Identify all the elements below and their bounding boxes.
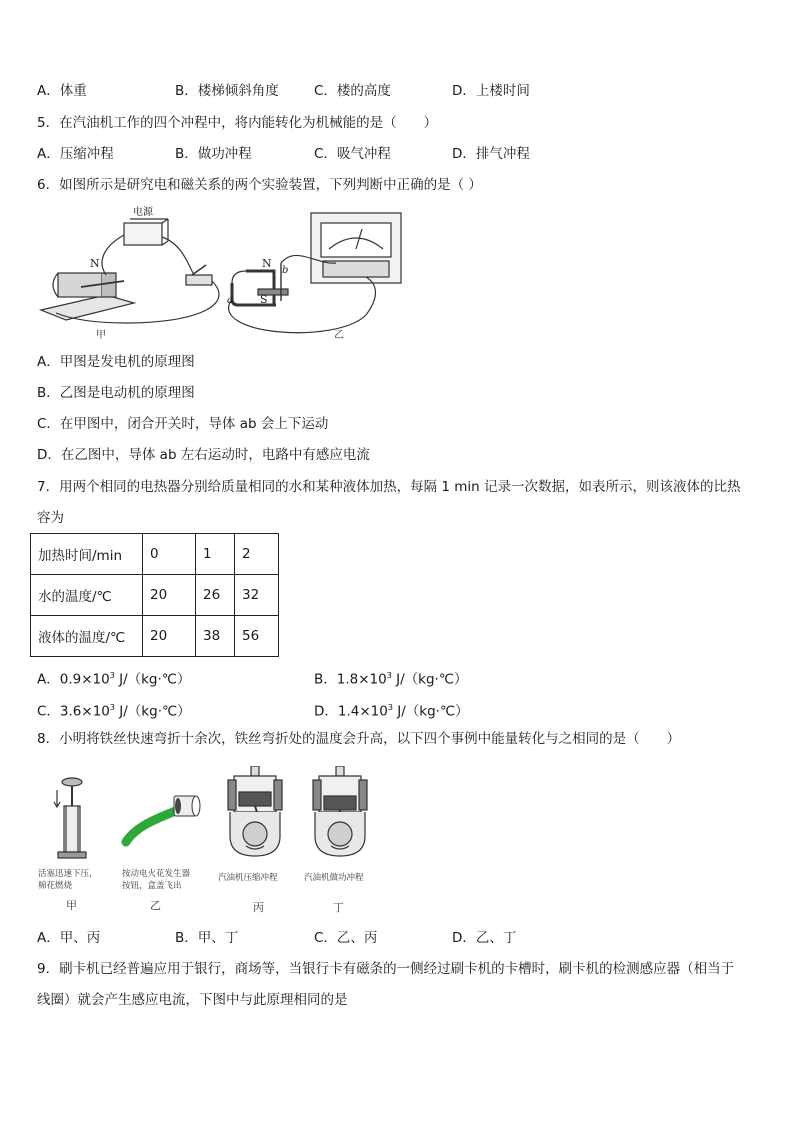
q4-option-c: C．楼的高度 — [314, 83, 391, 99]
q5-question: 5．在汽油机工作的四个冲程中，将内能转化为机械能的是（ ） — [37, 115, 438, 131]
table-cell: 20 — [143, 616, 196, 657]
table-cell: 26 — [196, 575, 235, 616]
q5-option-b: B．做功冲程 — [175, 146, 252, 162]
q8-fig1-label: 甲 — [66, 899, 77, 912]
q6-option-c: C．在甲图中，闭合开关时，导体 ab 会上下运动 — [37, 416, 329, 432]
q7-option-b-text: B．1.8×10 — [314, 671, 387, 688]
q8-fig2-label: 乙 — [150, 899, 161, 912]
q6-question: 6．如图所示是研究电和磁关系的两个实验装置，下列判断中正确的是（ ） — [37, 177, 482, 193]
q8-fig1-caption-2: 棉花燃烧 — [38, 881, 73, 891]
q8-option-c: C．乙、丙 — [314, 930, 378, 946]
table-cell: 1 — [196, 534, 235, 575]
table-cell: 加热时间/min — [31, 534, 143, 575]
q6-figure-motor-generator — [36, 205, 416, 345]
q7-option-c — [37, 698, 191, 722]
q8-fig3-label: 丙 — [253, 901, 264, 914]
q8-fire-piston-figure — [42, 776, 102, 866]
q6-right-n-label: N — [262, 257, 272, 270]
q8-fig1-caption-1: 活塞迅速下压， — [38, 869, 98, 879]
q7-option-a-text: A．0.9×10 — [37, 671, 110, 688]
q8-compression-stroke-figure — [220, 766, 290, 862]
table-cell: 32 — [235, 575, 279, 616]
table-row — [31, 534, 279, 575]
q7-option-a-unit: J/（kg·℃） — [114, 671, 191, 688]
q4-option-a: A．体重 — [37, 83, 87, 99]
table-cell: 水的温度/℃ — [31, 575, 143, 616]
q6-right-b-label: b — [282, 265, 289, 276]
q7-data-table — [30, 533, 279, 657]
q9-question-line1: 9．刷卡机已经普遍应用于银行，商场等，当银行卡有磁条的一侧经过刷卡机的卡槽时，刷卡机的检测感应器（相当于 — [37, 961, 735, 977]
q8-option-d: D．乙、丁 — [452, 930, 517, 946]
table-cell: 2 — [235, 534, 279, 575]
q7-option-d — [314, 698, 469, 722]
q5-option-a: A．压缩冲程 — [37, 146, 114, 162]
table-cell: 38 — [196, 616, 235, 657]
q4-option-d: D．上楼时间 — [452, 83, 530, 99]
q7-option-a-exp: 3 — [109, 671, 115, 680]
q8-fig3-caption: 汽油机压缩冲程 — [218, 873, 278, 883]
q6-right-s-label: S — [260, 293, 268, 306]
q6-caption-yi: 乙 — [334, 330, 344, 341]
q7-option-d-text: D．1.4×10 — [314, 703, 388, 720]
table-row — [31, 575, 279, 616]
q8-option-a: A．甲、丙 — [37, 930, 101, 946]
q6-option-a: A．甲图是发电机的原理图 — [37, 354, 195, 370]
q7-option-d-unit: J/（kg·℃） — [392, 703, 469, 720]
table-row — [31, 616, 279, 657]
q8-spark-generator-figure — [118, 790, 208, 850]
q6-caption-jia: 甲 — [96, 330, 106, 341]
table-cell: 液体的温度/℃ — [31, 616, 143, 657]
q7-option-c-exp: 3 — [109, 703, 115, 712]
q8-fig4-label: 丁 — [333, 901, 344, 914]
q7-option-b-unit: J/（kg·℃） — [391, 671, 468, 688]
q7-question-line2: 容为 — [37, 510, 64, 526]
q6-option-b: B．乙图是电动机的原理图 — [37, 385, 195, 401]
q7-option-b — [314, 666, 468, 690]
q8-fig2-caption-1: 按动电火花发生器 — [122, 869, 191, 879]
q7-option-c-unit: J/（kg·℃） — [114, 703, 191, 720]
q6-right-a-label: a — [227, 295, 233, 306]
q8-question: 8．小明将铁丝快速弯折十余次，铁丝弯折处的温度会升高，以下四个事例中能量转化与之相同的是（ ） — [37, 731, 681, 747]
q9-question-line2: 线圈）就会产生感应电流，下图中与此原理相同的是 — [37, 992, 348, 1008]
q8-fig2-caption-2: 按钮，盒盖飞出 — [122, 881, 182, 891]
q8-power-stroke-figure — [305, 766, 375, 862]
q4-option-b: B．楼梯倾斜角度 — [175, 83, 279, 99]
q7-option-a — [37, 666, 190, 690]
q6-power-label: 电源 — [133, 207, 153, 218]
table-cell: 0 — [143, 534, 196, 575]
q7-question-line1: 7．用两个相同的电热器分别给质量相同的水和某种液体加热，每隔 1 min 记录一次数据，如表所示，则该液体的比热 — [37, 479, 741, 495]
q7-option-c-text: C．3.6×10 — [37, 703, 110, 720]
q7-option-d-exp: 3 — [387, 703, 393, 712]
table-cell: 56 — [235, 616, 279, 657]
q6-option-d: D．在乙图中，导体 ab 左右运动时，电路中有感应电流 — [37, 447, 370, 463]
q5-option-c: C．吸气冲程 — [314, 146, 391, 162]
q8-option-b: B．甲、丁 — [175, 930, 239, 946]
q6-left-n-label: N — [90, 257, 100, 270]
q5-option-d: D．排气冲程 — [452, 146, 530, 162]
q8-fig4-caption: 汽油机做功冲程 — [304, 873, 364, 883]
q7-option-b-exp: 3 — [386, 671, 392, 680]
table-cell: 20 — [143, 575, 196, 616]
